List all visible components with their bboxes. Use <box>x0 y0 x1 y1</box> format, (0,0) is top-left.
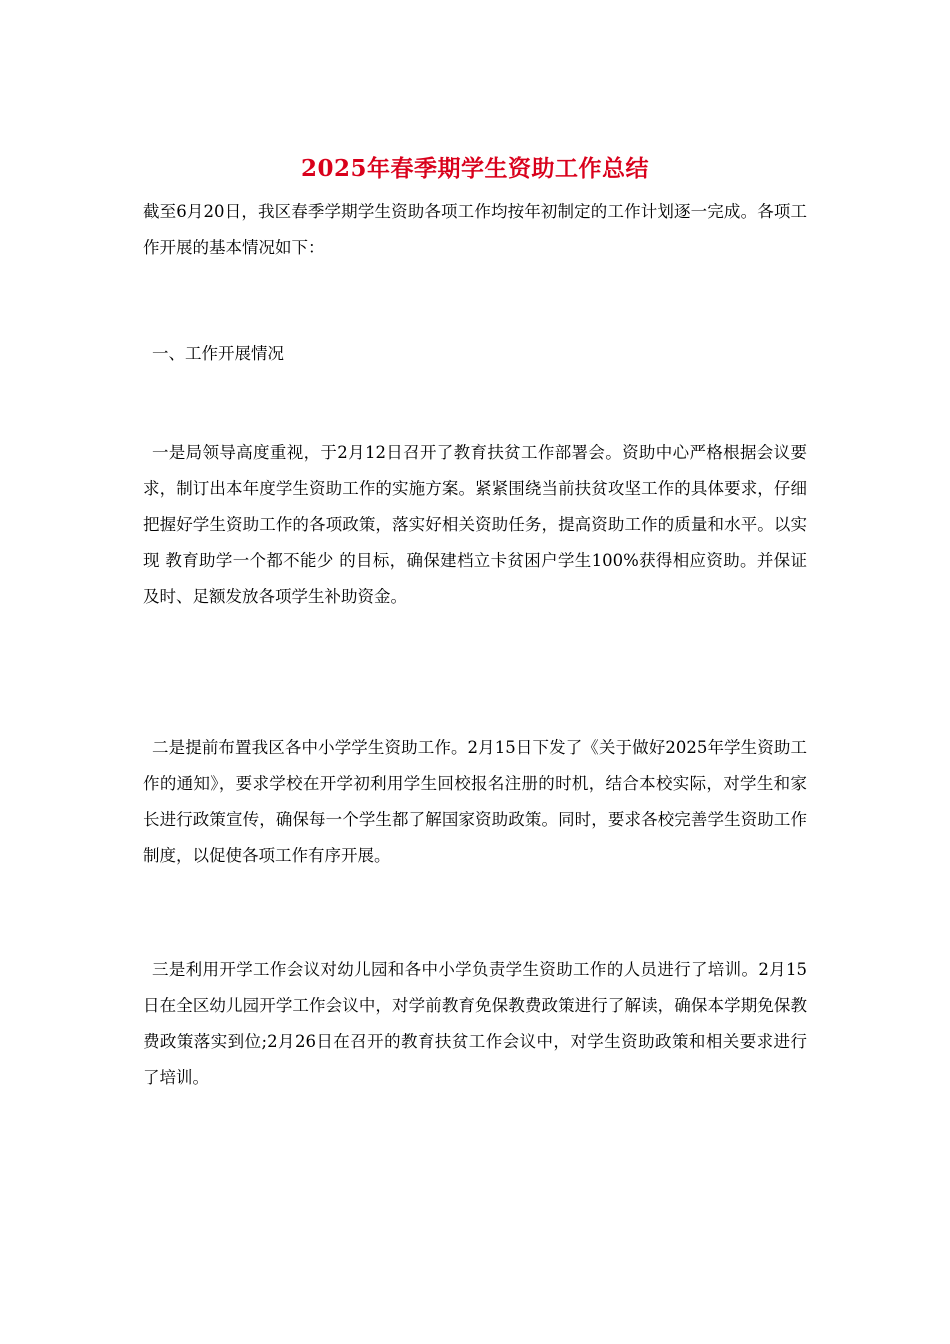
document-title: 2025年春季期学生资助工作总结 <box>300 155 649 182</box>
paragraph-item-one: 一是局领导高度重视，于2月12日召开了教育扶贫工作部署会。资助中心严格根据会议要求，制订出本年度学生资助工作的实施方案。紧紧围绕当前扶贫攻坚工作的具体要求，仔细把握好学生资助工作的各项政策，落实好相关资助任务，提高资助工作的质量和水平。以实现 教育助学一个都不能少 的目标，确保建档立卡贫困户学生100%获得相应资助。并保证及时、足额发放各项学生补助资金。 <box>143 443 807 606</box>
paragraph-item-three: 三是利用开学工作会议对幼儿园和各中小学负责学生资助工作的人员进行了培训。2月15日在全区幼儿园开学工作会议中，对学前教育免保教费政策进行了解读，确保本学期免保教费政策落实到位;2月26日在召开的教育扶贫工作会议中，对学生资助政策和相关要求进行了培训。 <box>143 960 807 1087</box>
intro-paragraph: 截至6月20日，我区春季学期学生资助各项工作均按年初制定的工作计划逐一完成。各项工作开展的基本情况如下： <box>143 202 807 257</box>
paragraph-item-two: 二是提前布置我区各中小学学生资助工作。2月15日下发了《关于做好2025年学生资助工作的通知》，要求学校在开学初利用学生回校报名注册的时机，结合本校实际，对学生和家长进行政策宣传，确保每一个学生都了解国家资助政策。同时，要求各校完善学生资助工作制度，以促使各项工作有序开展。 <box>143 738 807 865</box>
section-heading: 一、工作开展情况 <box>152 344 284 363</box>
